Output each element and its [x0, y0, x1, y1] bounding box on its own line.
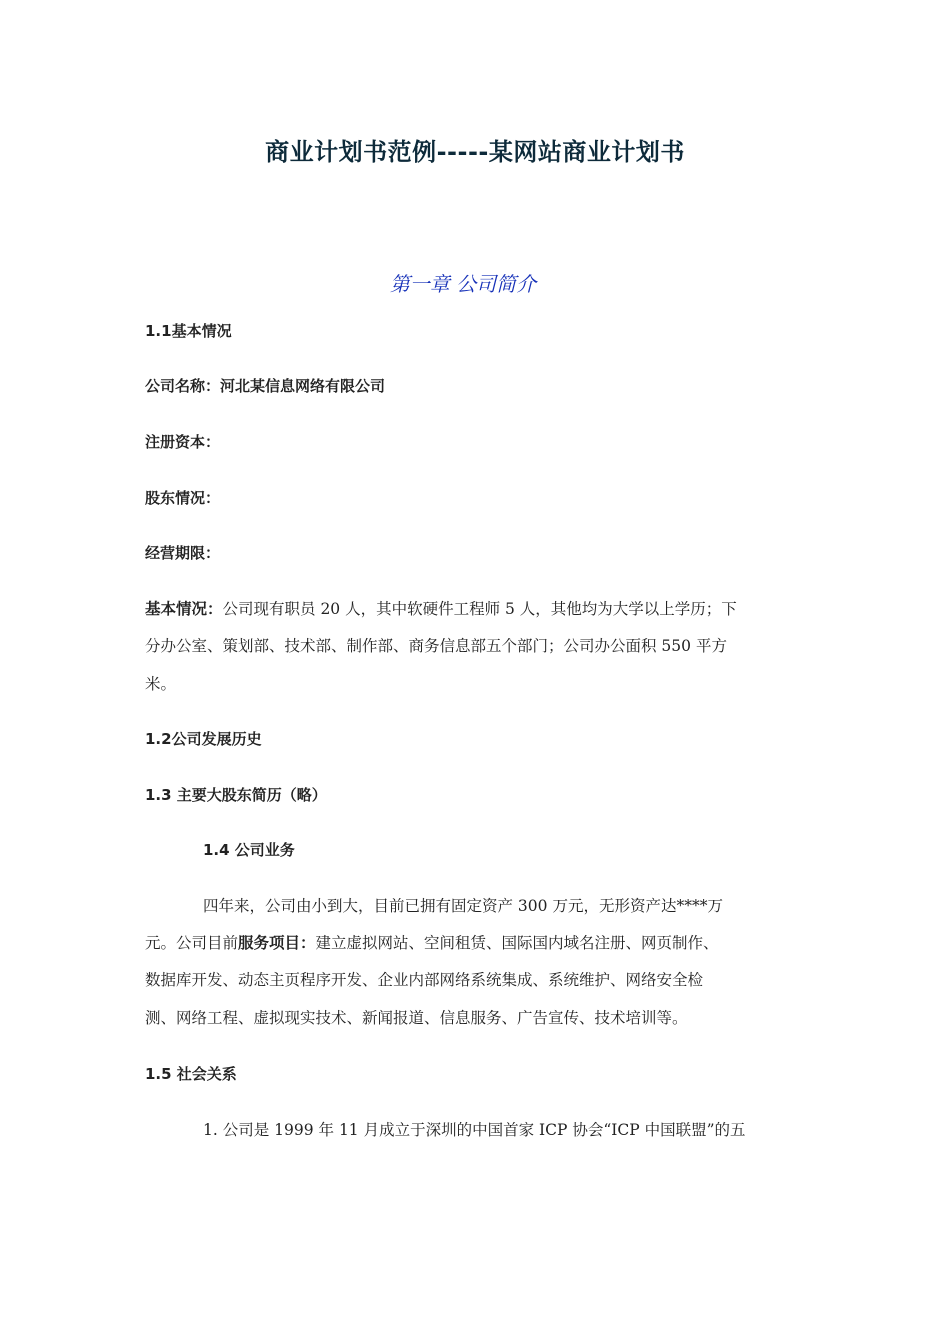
business-line-1: 四年来，公司由小到大，目前已拥有固定资产 300 万元，无形资产达****万	[203, 897, 723, 915]
section-1-5-heading: 1.5 社会关系	[145, 1065, 237, 1083]
company-name-line	[145, 375, 385, 396]
section-1-1-heading: 1.1基本情况	[145, 322, 232, 340]
business-term-label: 经营期限：	[145, 544, 221, 562]
service-items-label: 服务项目：	[238, 934, 316, 952]
document-title: 商业计划书范例-----某网站商业计划书	[265, 138, 685, 166]
basic-info-line-2: 分办公室、策划部、技术部、制作部、商务信息部五个部门；公司办公面积 550 平方	[145, 637, 727, 655]
section-1-3-heading: 1.3 主要大股东简历（略）	[145, 786, 327, 804]
company-name-label: 公司名称：	[145, 377, 221, 395]
shareholders-label: 股东情况：	[145, 489, 221, 507]
section-1-4-heading: 1.4 公司业务	[203, 841, 295, 859]
chapter-heading: 第一章 公司简介	[389, 272, 537, 296]
basic-info-text-1: 公司现有职员 20 人，其中软硬件工程师 5 人，其他均为大学以上学历；下	[222, 600, 737, 618]
business-line-3: 数据库开发、动态主页程序开发、企业内部网络系统集成、系统维护、网络安全检	[145, 971, 704, 989]
business-line-2-start: 元。公司目前	[145, 934, 239, 952]
company-name-value: 河北某信息网络有限公司	[220, 377, 386, 395]
business-line-2	[145, 931, 719, 953]
registered-capital-label: 注册资本：	[145, 433, 221, 451]
basic-info-line-3: 米。	[145, 675, 177, 693]
section-1-2-heading: 1.2公司发展历史	[145, 730, 262, 748]
basic-info-line-1	[145, 597, 737, 619]
social-relations-line-1: 1. 公司是 1999 年 11 月成立于深圳的中国首家 ICP 协会“ICP 中国联盟”的五	[203, 1121, 746, 1139]
basic-info-label: 基本情况：	[145, 600, 223, 618]
business-line-2-end: 建立虚拟网站、空间租赁、国际国内域名注册、网页制作、	[315, 934, 719, 952]
business-line-4: 测、网络工程、虚拟现实技术、新闻报道、信息服务、广告宣传、技术培训等。	[145, 1009, 688, 1027]
